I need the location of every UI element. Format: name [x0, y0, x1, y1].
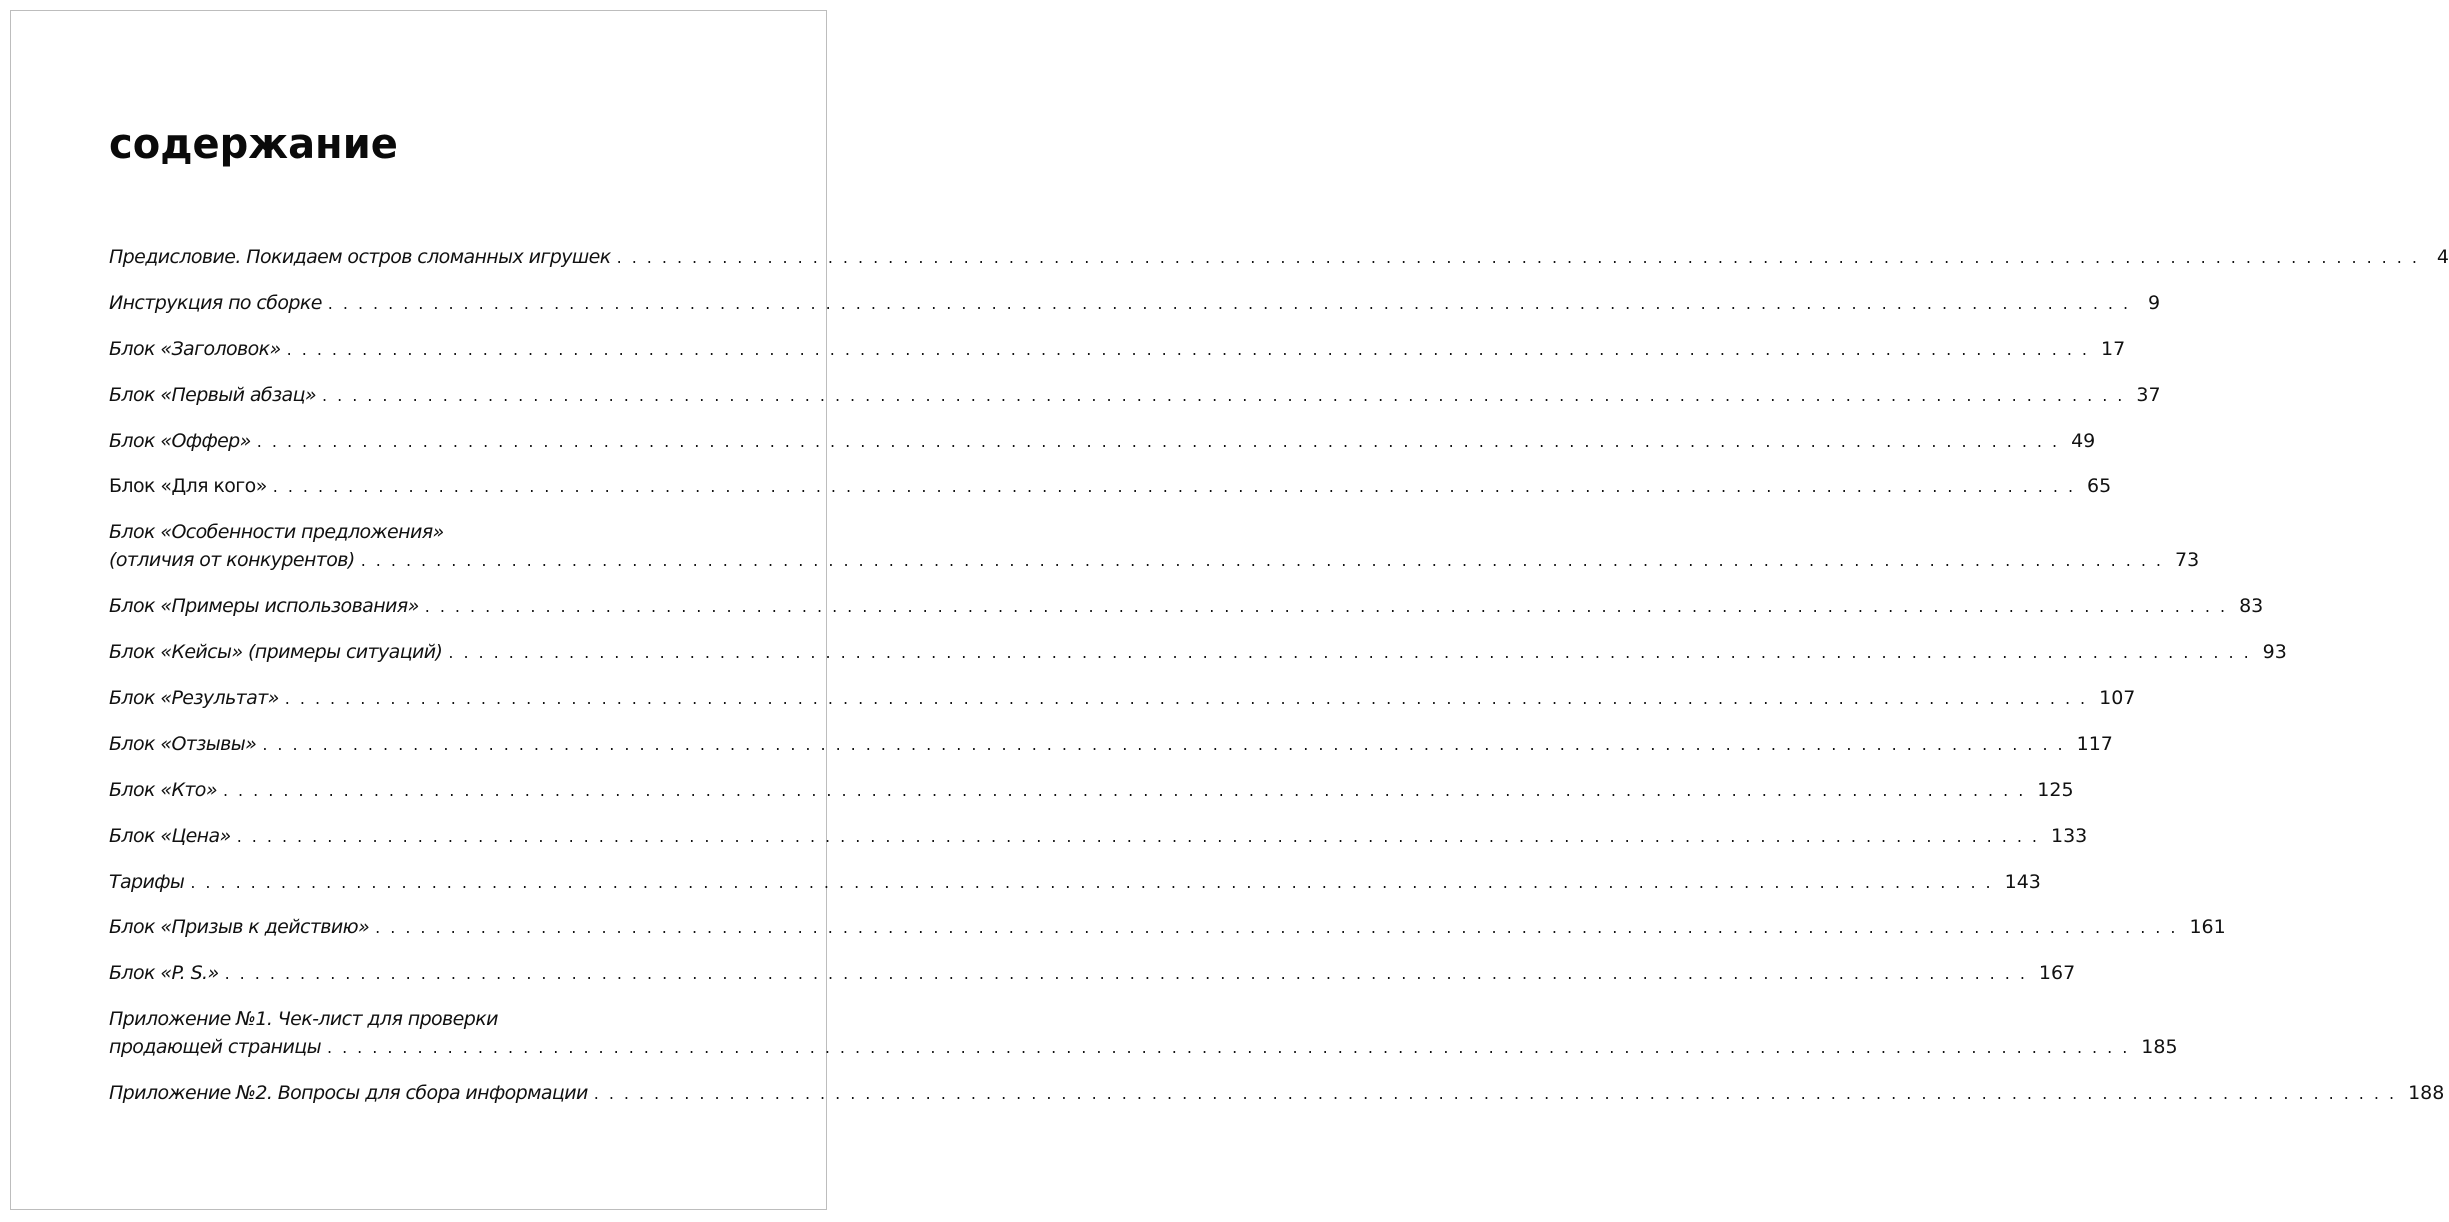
- toc-entry[interactable]: [109, 472, 2112, 501]
- toc-entry[interactable]: [109, 730, 2113, 759]
- dot-leader: ........................................................................................................................: [322, 385, 2133, 405]
- toc-entry-row: [109, 730, 2113, 759]
- toc-entry-row: [109, 381, 2161, 410]
- dot-leader: ........................................................................................................................: [593, 1084, 2405, 1104]
- toc-entry-row: [109, 335, 2126, 364]
- dot-leader: ........................................................................................................................: [326, 1038, 2138, 1058]
- toc-entry[interactable]: [109, 1079, 2445, 1108]
- toc-entry-row: [109, 472, 2112, 501]
- dot-leader: ........................................................................................................................: [256, 431, 2068, 451]
- toc-entry[interactable]: [109, 335, 2126, 364]
- toc-entry-title: Приложение №2. Вопросы для сбора информации: [109, 1082, 588, 1105]
- toc-entry[interactable]: [109, 243, 2449, 272]
- toc-entry-title: Блок «Заголовок»: [109, 337, 281, 360]
- dot-leader: ........................................................................................................................: [284, 689, 2096, 709]
- toc-page-number: 161: [2189, 916, 2226, 939]
- toc-entry-title: Блок «Цена»: [109, 824, 231, 847]
- toc-page-number: 73: [2175, 549, 2200, 572]
- toc-entry-title-line1: Приложение №1. Чек-лист для проверки: [109, 1008, 498, 1031]
- toc-entry[interactable]: [109, 822, 2088, 851]
- toc-entry-title-line1: Блок «Особенности предложения»: [109, 521, 444, 544]
- toc-entry-title: Блок «Кейсы» (примеры ситуаций): [109, 641, 443, 664]
- toc-page-number: 125: [2037, 778, 2074, 801]
- toc-entry-title: Блок «Кто»: [109, 778, 217, 801]
- toc-entry-row: [109, 1079, 2445, 1108]
- toc-entry[interactable]: [109, 518, 2200, 575]
- toc-page-number: 37: [2136, 383, 2161, 406]
- toc-page-number: 17: [2100, 337, 2126, 360]
- toc-entry-title: Блок «Результат»: [109, 687, 279, 710]
- toc-entry[interactable]: [109, 776, 2074, 805]
- dot-leader: ........................................................................................................................: [224, 964, 2035, 984]
- toc-entry-row: [109, 592, 2264, 621]
- toc-page-number: 117: [2076, 732, 2113, 755]
- toc-entry-title: Блок «Для кого»: [109, 475, 267, 498]
- dot-leader: ........................................................................................................................: [448, 643, 2259, 663]
- toc-entry[interactable]: [109, 868, 2041, 897]
- toc-page-number: 9: [2148, 291, 2161, 314]
- toc-page-number: 93: [2262, 641, 2287, 664]
- toc-entry-title: Блок «Оффер»: [109, 429, 251, 452]
- toc-entry-row: [109, 913, 2226, 942]
- toc-entry-row: [109, 638, 2287, 667]
- toc-entry-row: [109, 1033, 2178, 1062]
- toc-entry[interactable]: [109, 1005, 2178, 1062]
- toc-entry[interactable]: [109, 427, 2096, 456]
- toc-entry-row: [109, 959, 2076, 988]
- toc-entry-title: Блок «P. S.»: [109, 962, 219, 985]
- toc-page-number: 65: [2087, 475, 2112, 498]
- toc-page-number: 83: [2239, 595, 2264, 618]
- dot-leader: ........................................................................................................................: [262, 734, 2073, 754]
- dot-leader: ........................................................................................................................: [327, 293, 2139, 313]
- toc-page-number: 133: [2051, 824, 2088, 847]
- dot-leader: ........................................................................................................................: [272, 477, 2084, 497]
- toc-entry[interactable]: [109, 381, 2161, 410]
- toc-entry-title: Блок «Отзывы»: [109, 732, 257, 755]
- toc-entry-title: (отличия от конкурентов): [109, 549, 355, 572]
- toc-entry-row: [109, 546, 2200, 575]
- toc-entry[interactable]: [109, 289, 2161, 318]
- toc-entry-title: Блок «Первый абзац»: [109, 383, 317, 406]
- toc-entry-title: Блок «Примеры использования»: [109, 595, 419, 618]
- toc-page-number: 167: [2038, 962, 2076, 985]
- dot-leader: ........................................................................................................................: [360, 551, 2172, 571]
- toc-entry[interactable]: [109, 592, 2264, 621]
- toc-list: [109, 243, 2449, 1125]
- toc-entry-title: Блок «Призыв к действию»: [109, 916, 370, 939]
- toc-entry-row: [109, 822, 2088, 851]
- toc-entry-row: [109, 868, 2041, 897]
- dot-leader: ........................................................................................................................: [616, 248, 2427, 267]
- book-page: [10, 10, 2449, 1210]
- toc-entry-row: [109, 243, 2449, 272]
- toc-entry-title: Тарифы: [109, 870, 185, 893]
- dot-leader: ........................................................................................................................: [424, 597, 2236, 617]
- toc-page-number: 185: [2141, 1036, 2178, 1059]
- toc-page-number: 49: [2071, 429, 2096, 452]
- toc-page-number: 107: [2099, 687, 2136, 710]
- toc-entry-row: [109, 427, 2096, 456]
- dot-leader: ........................................................................................................................: [190, 872, 2001, 892]
- toc-entry[interactable]: [109, 959, 2076, 988]
- dot-leader: ........................................................................................................................: [375, 918, 2186, 938]
- toc-entry-title: Инструкция по сборке: [109, 291, 322, 314]
- toc-entry-row: [109, 776, 2074, 805]
- toc-entry[interactable]: [109, 913, 2226, 942]
- toc-page-number: 4: [2436, 246, 2449, 268]
- toc-page-number: 188: [2408, 1082, 2445, 1105]
- toc-entry-title: Предисловие. Покидаем остров сломанных игрушек: [109, 246, 611, 268]
- dot-leader: ........................................................................................................................: [236, 826, 2047, 846]
- toc-entry-row: [109, 684, 2136, 713]
- toc-entry[interactable]: [109, 684, 2136, 713]
- page-title: содержание: [109, 120, 398, 169]
- toc-page-number: 143: [2004, 870, 2041, 893]
- dot-leader: ........................................................................................................................: [222, 780, 2034, 800]
- dot-leader: ........................................................................................................................: [286, 339, 2097, 359]
- toc-entry[interactable]: [109, 638, 2287, 667]
- toc-entry-row: [109, 289, 2161, 318]
- toc-entry-title: продающей страницы: [109, 1036, 321, 1059]
